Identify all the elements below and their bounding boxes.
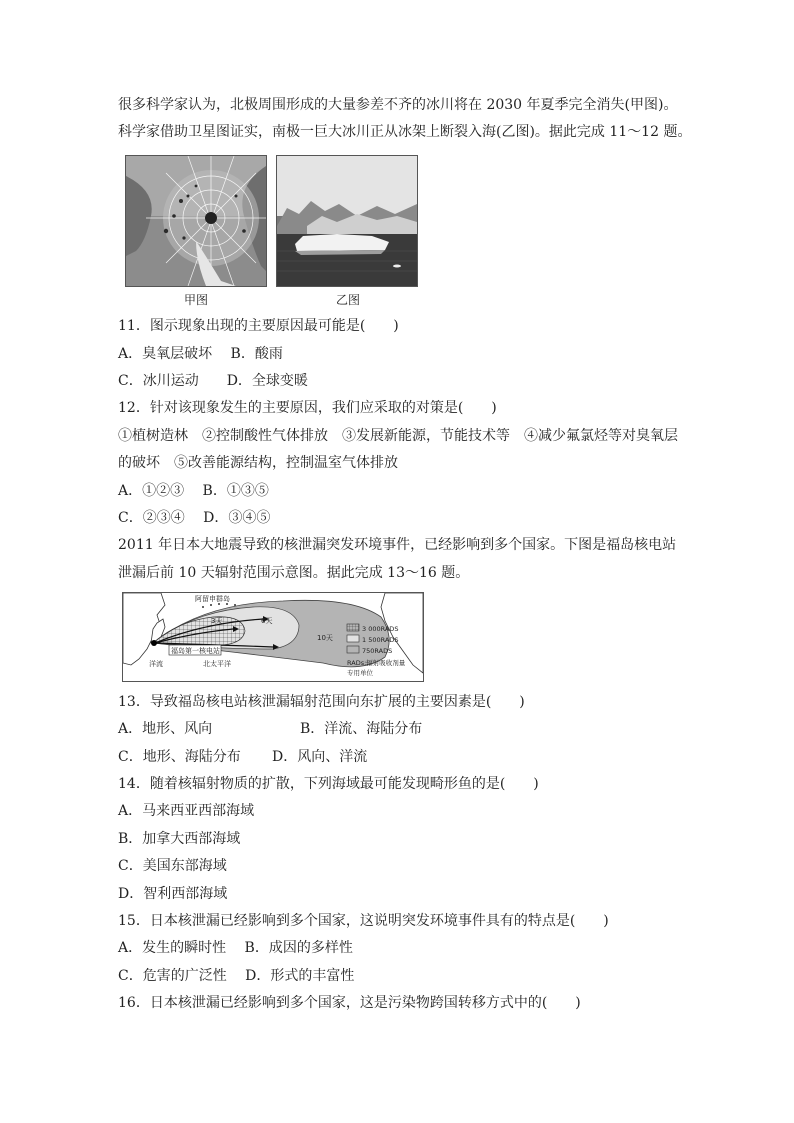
q13-option-d: D．风向、洋流 xyxy=(272,749,368,765)
figure-caption-b: 乙图 xyxy=(336,293,361,307)
legend-3000: 3 000RADS xyxy=(362,625,399,633)
q12-options-ab: A．①②③ B．①③⑤ xyxy=(118,483,269,499)
arctic-map-image xyxy=(126,156,266,286)
q15-options-ab: A．发生的瞬时性 B．成因的多样性 xyxy=(118,940,353,956)
q14-option-c: C．美国东部海域 xyxy=(118,858,227,874)
map-label-pacific: 北太平洋 xyxy=(203,660,231,668)
map-legend xyxy=(346,623,430,685)
q11-options-cd: C．冰川运动 D．全球变暖 xyxy=(118,373,308,389)
q15-options-cd: C．危害的广泛性 D．形式的丰富性 xyxy=(118,968,355,984)
legend-note-line1: RADs:辐射吸收剂量 xyxy=(347,659,406,667)
intro1-line1: 很多科学家认为，北极周围形成的大量参差不齐的冰川将在 2030 年夏季完全消失(甲图)。 xyxy=(118,97,678,113)
q14-option-b: B．加拿大西部海域 xyxy=(118,831,241,847)
figure-caption-a: 甲图 xyxy=(184,293,209,307)
q13-option-c: C．地形、海陆分布 xyxy=(118,749,241,765)
map-label-plant: 福岛第一核电站 xyxy=(171,647,220,655)
q15-stem: 15．日本核泄漏已经影响到多个国家，这说明突发环境事件具有的特点是( ) xyxy=(118,913,609,929)
q11-stem: 11．图示现象出现的主要原因最可能是( ) xyxy=(118,318,399,334)
map-label-10day: 10天 xyxy=(317,634,333,642)
q12-options-cd: C．②③④ D．③④⑤ xyxy=(118,510,271,526)
legend-note-line2: 专用单位 xyxy=(347,669,373,677)
q13-option-b: B．洋流、海陆分布 xyxy=(300,721,423,737)
q13-option-a: A．地形、风向 xyxy=(118,721,213,737)
q12-items-line2: 的破坏 ⑤改善能源结构，控制温室气体排放 xyxy=(118,455,398,471)
iceberg-photo-image xyxy=(277,156,417,286)
q13-stem: 13．导致福岛核电站核泄漏辐射范围向东扩展的主要因素是( ) xyxy=(118,694,525,710)
map-legend-drawing xyxy=(346,623,430,685)
legend-1500: 1 500RADS xyxy=(362,636,399,644)
map-label-6day: 6天 xyxy=(261,617,273,625)
legend-750: 750RADS xyxy=(362,647,393,655)
q16-stem: 16．日本核泄漏已经影响到多个国家，这是污染物跨国转移方式中的( ) xyxy=(118,995,581,1011)
q14-option-d: D．智利西部海域 xyxy=(118,886,228,902)
q12-items-line1: ①植树造林 ②控制酸性气体排放 ③发展新能源，节能技术等 ④减少氟氯烃等对臭氧层 xyxy=(118,428,678,444)
q14-option-a: A．马来西亚西部海域 xyxy=(118,803,255,819)
q11-options-ab: A．臭氧层破坏 B．酸雨 xyxy=(118,346,283,362)
iceberg-photo-figure xyxy=(276,155,418,287)
map-label-current: 洋流 xyxy=(149,660,163,668)
intro2-line2: 泄漏后前 10 天辐射范围示意图。据此完成 13～16 题。 xyxy=(118,565,470,581)
intro2-line1: 2011 年日本大地震导致的核泄漏突发环境事件，已经影响到多个国家。下图是福岛核电站 xyxy=(118,537,677,553)
intro1-line2: 科学家借助卫星图证实，南极一巨大冰川正从冰架上断裂入海(乙图)。据此完成 11～12 题。 xyxy=(118,124,692,140)
map-label-3day: 3天 xyxy=(211,617,223,625)
q14-stem: 14．随着核辐射物质的扩散，下列海域最可能发现畸形鱼的是( ) xyxy=(118,776,539,792)
map-label-aleutian: 阿留申群岛 xyxy=(195,595,230,603)
q12-stem: 12．针对该现象发生的主要原因，我们应采取的对策是( ) xyxy=(118,400,497,416)
arctic-map-figure xyxy=(125,155,267,287)
